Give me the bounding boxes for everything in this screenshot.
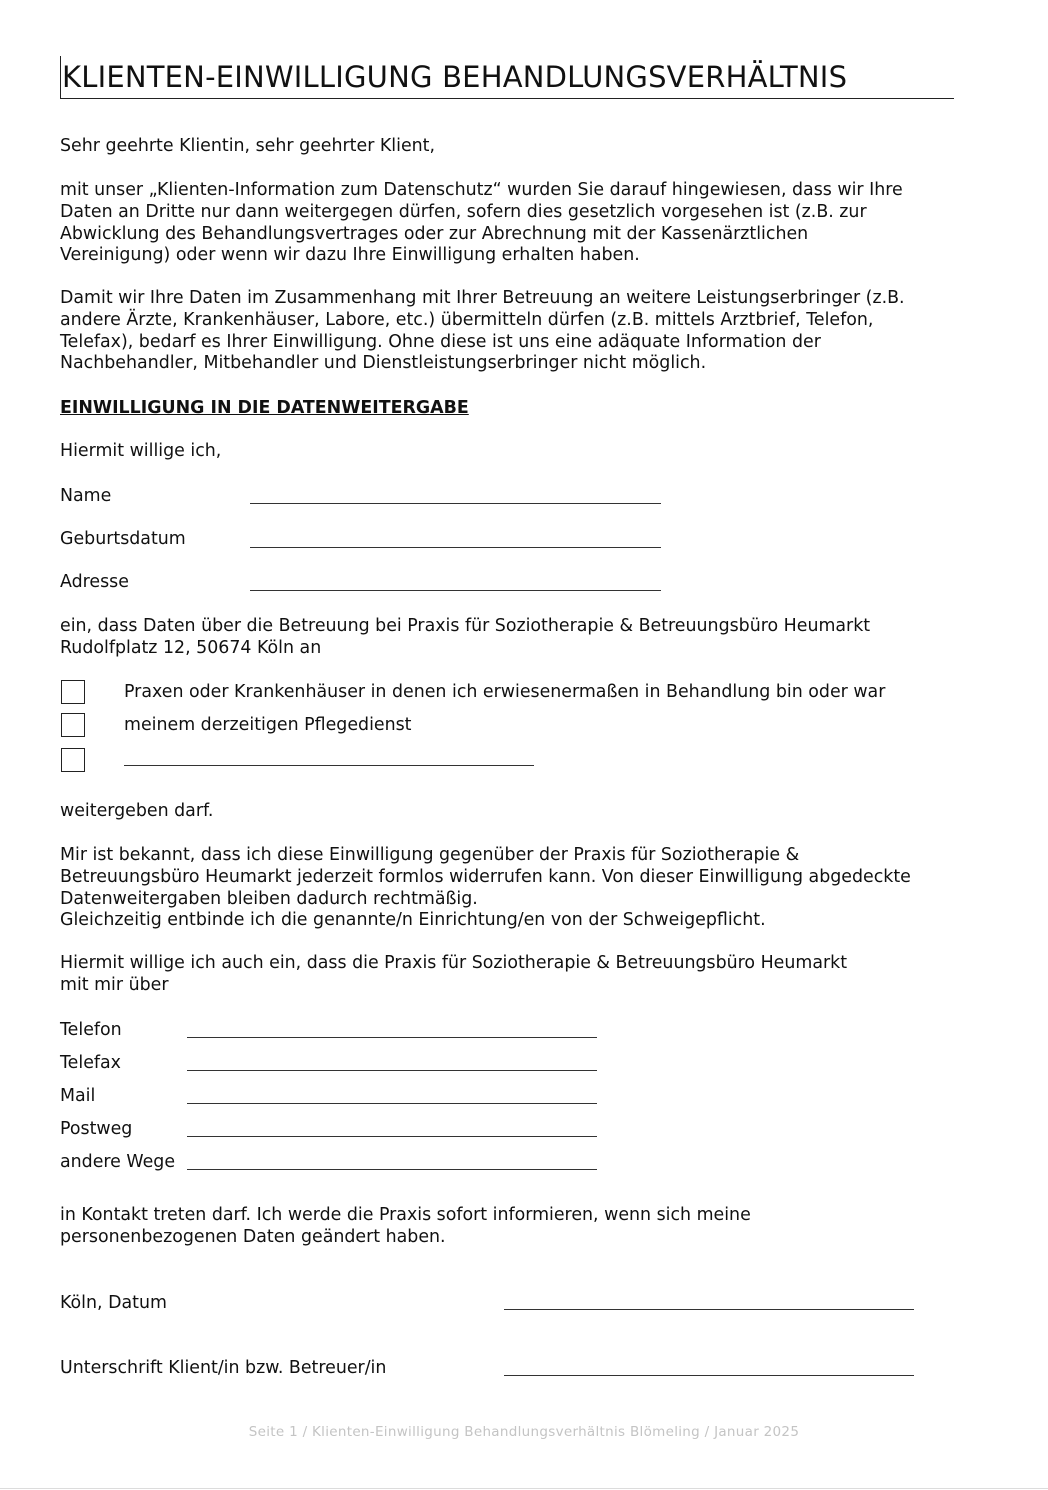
- option-practices-hospitals-label: Praxen oder Krankenhäuser in denen ich erwiesenermaßen in Behandlung bin oder war: [124, 682, 886, 702]
- place-date-field[interactable]: [504, 1309, 914, 1310]
- consent-intro: Hiermit willige ich,: [60, 441, 222, 461]
- section-heading: EINWILLIGUNG IN DIE DATENWEITERGABE: [60, 398, 469, 418]
- address-field[interactable]: [250, 590, 661, 591]
- document-title: KLIENTEN-EINWILLIGUNG BEHANDLUNGSVERHÄLTNIS: [60, 56, 954, 99]
- other-recipient-field[interactable]: [124, 765, 534, 766]
- checkbox-care-service[interactable]: [61, 713, 85, 737]
- post-field[interactable]: [187, 1136, 597, 1137]
- greeting: Sehr geehrte Klientin, sehr geehrter Klient,: [60, 136, 436, 156]
- post-label: Postweg: [60, 1119, 133, 1139]
- fax-field[interactable]: [187, 1070, 597, 1071]
- other-ways-label: andere Wege: [60, 1152, 176, 1172]
- paragraph-data-recipient: ein, dass Daten über die Betreuung bei Praxis für Soziotherapie & Betreuungsbüro Heumarkt Rudolfplatz 12, 50674 Köln an: [60, 616, 871, 658]
- option-care-service-label: meinem derzeitigen Pflegedienst: [124, 715, 412, 735]
- paragraph-contact-update: in Kontakt treten darf. Ich werde die Praxis sofort informieren, wenn sich meine personenbezogenen Daten geändert haben.: [60, 1205, 751, 1247]
- page-bottom-divider: [0, 1488, 1048, 1489]
- signature-label: Unterschrift Klient/in bzw. Betreuer/in: [60, 1358, 387, 1378]
- name-label: Name: [60, 486, 112, 506]
- name-field[interactable]: [250, 503, 661, 504]
- checkbox-other[interactable]: [61, 748, 85, 772]
- paragraph-revocation: Mir ist bekannt, dass ich diese Einwilligung gegenüber der Praxis für Soziotherapie & Betreuungsbüro Heumarkt jederzeit formlos widerrufen kann. Von dieser Einwilligung abgedeckte Datenweitergaben bleiben dadurch rechtmäßig. Gleichzeitig entbinde ich die genannte/n Einrichtung/en von der Schweigepflicht.: [60, 845, 911, 931]
- mail-field[interactable]: [187, 1103, 597, 1104]
- mail-label: Mail: [60, 1086, 96, 1106]
- phone-label: Telefon: [60, 1020, 122, 1040]
- paragraph-contact-consent: Hiermit willige ich auch ein, dass die Praxis für Soziotherapie & Betreuungsbüro Heumarkt mit mir über: [60, 953, 848, 995]
- birthdate-label: Geburtsdatum: [60, 529, 186, 549]
- pass-on-text: weitergeben darf.: [60, 801, 214, 821]
- phone-field[interactable]: [187, 1037, 597, 1038]
- other-ways-field[interactable]: [187, 1169, 597, 1170]
- fax-label: Telefax: [60, 1053, 121, 1073]
- birthdate-field[interactable]: [250, 547, 661, 548]
- paragraph-consent-required: Damit wir Ihre Daten im Zusammenhang mit Ihrer Betreuung an weitere Leistungserbringer (z.B. andere Ärzte, Krankenhäuser, Labore, etc.) übermitteln dürfen (z.B. mittels Arztbrief, Telefon, Telefax), bedarf es Ihrer Einwilligung. Ohne diese ist uns eine adäquate Information der Nachbehandler, Mitbehandler und Dienstleistungserbringer nicht möglich.: [60, 288, 905, 374]
- signature-field[interactable]: [504, 1375, 914, 1376]
- place-date-label: Köln, Datum: [60, 1293, 167, 1313]
- page-footer: Seite 1 / Klienten-Einwilligung Behandlungsverhältnis Blömeling / Januar 2025: [248, 1424, 800, 1440]
- checkbox-practices-hospitals[interactable]: [61, 680, 85, 704]
- address-label: Adresse: [60, 572, 129, 592]
- paragraph-data-protection-info: mit unser „Klienten-Information zum Datenschutz“ wurden Sie darauf hingewiesen, dass wir Ihre Daten an Dritte nur dann weitergegen dürfen, sofern dies gesetzlich vorgesehen ist (z.B. zur Abwicklung des Behandlungsvertrages oder zur Abrechnung mit der Kassenärztlichen Vereinigung) oder wenn wir dazu Ihre Einwilligung erhalten haben.: [60, 180, 903, 266]
